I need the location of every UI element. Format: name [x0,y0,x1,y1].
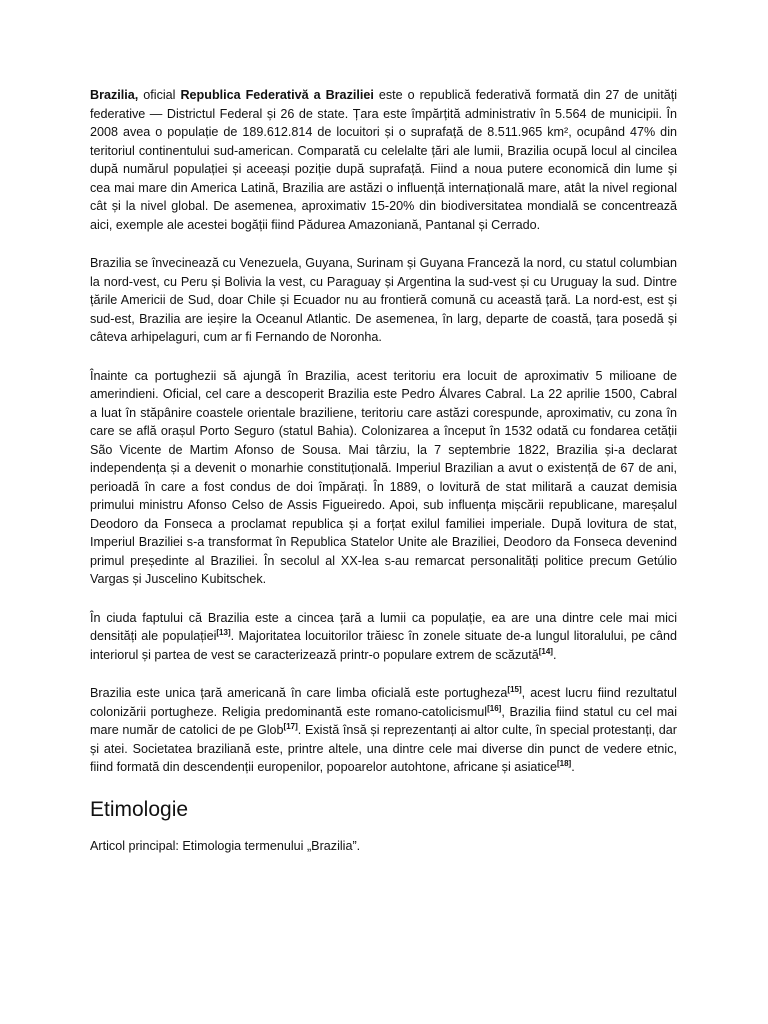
paragraph-text: oficial [138,88,181,102]
paragraph [90,684,677,777]
paragraph-text: este o republică federativă formată din 27 de unități federative — Districtul Federal și 26 de state. Țara este împărțită administrativ în 5.564 de municipii. În 2008 avea o populație de 189.612.814 de locuitori și o suprafață de 8.511.965 km², ocupând 47% din teritoriul continentului sud-american. Comparată cu celelalte țări ale lumii, Brazilia ocupă locul al cincilea după numărul populației și aceeași poziție după suprafață. Fiind a noua putere economică din lume și cea mai mare din America Latină, Brazilia are astăzi o influență internațională mare, atât la nivel regional cât și la nivel global. De asemenea, aproximativ 15-20% din biodiversitatea mondială se concentrează aici, exemple ale acestei bogății fiind Pădurea Amazoniană, Pantanal și Cerrado. [90,88,677,232]
citation-ref[interactable]: [16] [487,703,502,713]
citation-ref[interactable]: [15] [507,684,522,694]
paragraph-text: , Brazilia fiind statul cu cel mai mare număr de catolici de pe Glob [90,704,677,737]
main-article-note: Articol principal: Etimologia termenului „Brazilia”. [90,838,361,853]
paragraph-text: . Există însă și reprezentanți ai altor culte, în special protestanți, dar și atei. Societatea braziliană este, printre altele, una dintre cele mai diverse din punct de vedere etnic, fiind formată din descendenții europenilor, popoarelor autohtone, africane și asiatice [90,723,677,774]
citation-ref[interactable]: [17] [283,721,298,731]
paragraph-text: . Majoritatea locuitorilor trăiesc în zonele situate de-a lungul litoralului, pe când interiorul și partea de vest se caracterizează printr-o populare extrem de scăzută [90,629,677,662]
citation-ref[interactable]: [18] [556,758,572,768]
bold-term: Republica Federativă a Braziliei [180,88,374,102]
paragraph [90,367,677,589]
citation-ref[interactable]: [13] [216,627,231,637]
article-body [90,86,677,777]
bold-term: Brazilia, [90,88,139,102]
paragraph-text: , acest lucru fiind rezultatul colonizării portugheze. Religia predominantă este romano-catolicismul [90,686,677,719]
document-page [90,86,677,855]
citation-ref[interactable]: [14] [538,646,553,656]
paragraph-text: În ciuda faptului că Brazilia este a cincea țară a lumii ca populație, ea are una dintre cele mai mici densități ale populației [90,610,677,643]
paragraph-text: Brazilia se învecinează cu Venezuela, Guyana, Surinam și Guyana Franceză la nord, cu statul columbian la nord-vest, cu Peru și Bolivia la vest, cu Paraguay și Argentina la sud-vest și cu Uruguay la sud. Dintre țările Americii de Sud, doar Chile și Ecuador nu au frontieră comună cu această țară. La nord-est, est și sud-est, Brazilia are ieșire la Oceanul Atlantic. De asemenea, în larg, departe de coastă, țara posedă și câteva arhipelaguri, cum ar fi Fernando de Noronha. [90,256,677,344]
paragraph-text: Brazilia este unica țară americană în care limba oficială este portugheza [90,686,508,700]
paragraph [90,86,677,234]
paragraph-text: . [552,647,557,662]
section-heading: Etimologie [90,797,189,821]
paragraph [90,609,677,665]
paragraph-text: . [571,760,575,774]
paragraph-text: Înainte ca portughezii să ajungă în Brazilia, acest teritoriu era locuit de aproximativ 5 milioane de amerindieni. Oficial, cel care a descoperit Brazilia este Pedro Álvares Cabral. La 22 aprilie 1500, Cabral a luat în stăpânire coastele orientale braziliene, teritoriu care astăzi corespunde, aproximativ, cu zona în care se află orașul Porto Seguro (statul Bahia). Colonizarea a început în 1532 odată cu fondarea cetății São Vicente de Martim Afonso de Sousa. Mai târziu, la 7 septembrie 1822, Brazilia și-a declarat independența și a devenit o monarhie constituțională. Imperiul Brazilian a avut o existență de 67 de ani, perioadă în care a fost condus de doi împărați. În 1889, o lovitură de stat militară a cauzat demisia primului ministru Afonso Celso de Assis Figueiredo. Apoi, sub influența mișcării republicane, mareșalul Deodoro da Fonseca a proclamat republica și a forțat exilul familiei imperiale. După lovitura de stat, Imperiul Braziliei s-a transformat în Republica Statelor Unite ale Braziliei, Deodoro da Fonseca devenind primul președinte al Braziliei. În secolul al XX-lea s-au remarcat personalități politice precum Getúlio Vargas și Juscelino Kubitschek. [90,368,677,586]
paragraph [90,254,677,347]
